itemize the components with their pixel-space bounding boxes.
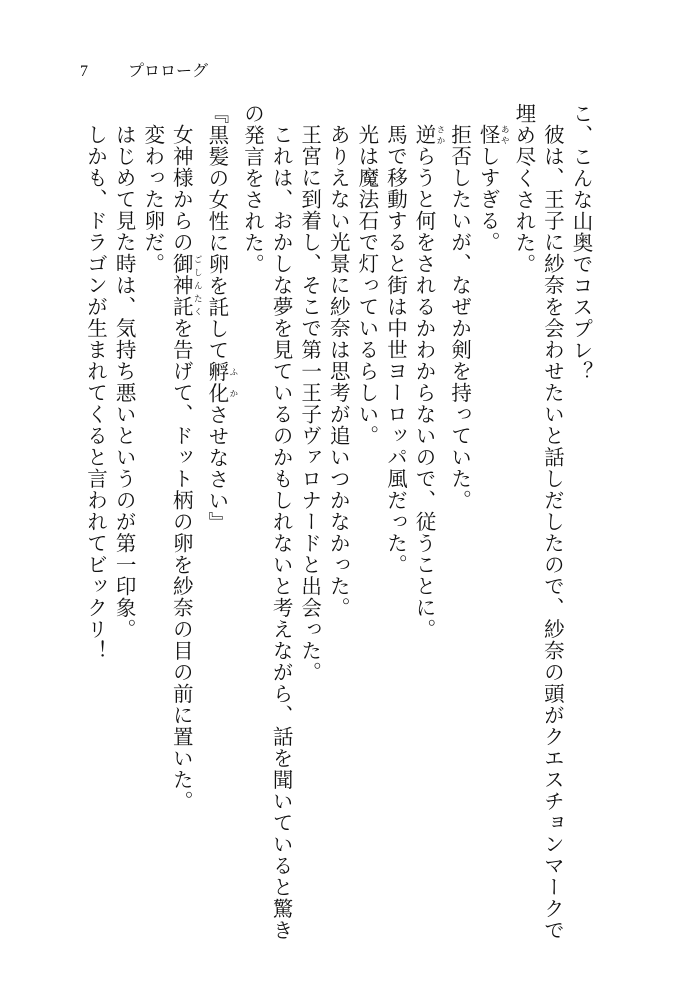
paragraph <box>381 103 410 953</box>
ruby-reading: あや <box>499 123 510 145</box>
text-run: これは、おかしな夢を見ているのかもしれないと考えながら、話を聞いていると驚きの発言をされた。 <box>240 103 294 941</box>
paragraph <box>238 103 295 953</box>
ruby-reading: さか <box>435 123 446 145</box>
text-run: 馬で移動すると街は中世ヨーロッパ風だった。 <box>383 123 408 575</box>
text-run: させなさい』 <box>204 404 229 533</box>
furigana-word <box>412 123 446 146</box>
body-text <box>83 103 595 953</box>
text-run: しかも、ドラゴンが生まれてくると言われてビックリ！ <box>83 123 108 661</box>
text-run: 彼は、王子に紗奈を会わせたいと話しだしたので、紗奈の頭がクエスチョンマークで埋め尽くされた。 <box>511 103 565 941</box>
text-run: らうと何をされるかわからないので、従うことに。 <box>412 145 437 640</box>
paragraph <box>138 103 167 953</box>
ruby-reading: ふか <box>227 361 238 404</box>
paragraph <box>566 103 595 953</box>
paragraph <box>110 103 139 953</box>
furigana-word <box>169 252 203 318</box>
text-run: 拒否したいが、なぜか剣を持っていた。 <box>447 123 472 511</box>
ruby-base: 御神託 <box>169 252 194 317</box>
paragraph <box>167 103 203 953</box>
text-run: 『黒髪の女性に卵を託して <box>204 103 229 361</box>
page-number: 7 <box>80 63 88 80</box>
text-run: はじめて見た時は、気持ち悪いというのが第一印象。 <box>112 123 137 640</box>
text-run: 光は魔法石で灯っているらしい。 <box>354 123 379 446</box>
ruby-base: 怪 <box>476 123 501 145</box>
paragraph <box>352 103 381 953</box>
ruby-reading: ごしんたく <box>192 252 203 317</box>
paragraph <box>324 103 353 953</box>
paragraph <box>474 103 510 953</box>
furigana-word <box>204 361 238 404</box>
text-run: ありえない光景に紗奈は思考が追いつかなかった。 <box>326 123 351 618</box>
paragraph <box>509 103 566 953</box>
text-run: 女神様からの <box>169 123 194 253</box>
page-header <box>80 58 208 81</box>
text-run: を告げて、ドット柄の卵を紗奈の目の前に置いた。 <box>169 317 194 812</box>
chapter-title: プロローグ <box>128 61 209 80</box>
paragraph <box>202 103 238 953</box>
paragraph <box>295 103 324 953</box>
text-run: しすぎる。 <box>476 145 501 253</box>
text-run: こ、こんな山奥でコスプレ？ <box>569 103 593 383</box>
paragraph <box>445 103 474 953</box>
text-run: 王宮に到着し、そこで第一王子ヴァロナードと出会った。 <box>297 123 322 683</box>
text-run: 変わった卵だ。 <box>140 123 165 274</box>
ruby-base: 逆 <box>412 123 437 145</box>
furigana-word <box>476 123 510 146</box>
ruby-base: 孵化 <box>204 361 229 404</box>
paragraph <box>409 103 445 953</box>
paragraph <box>81 103 110 953</box>
